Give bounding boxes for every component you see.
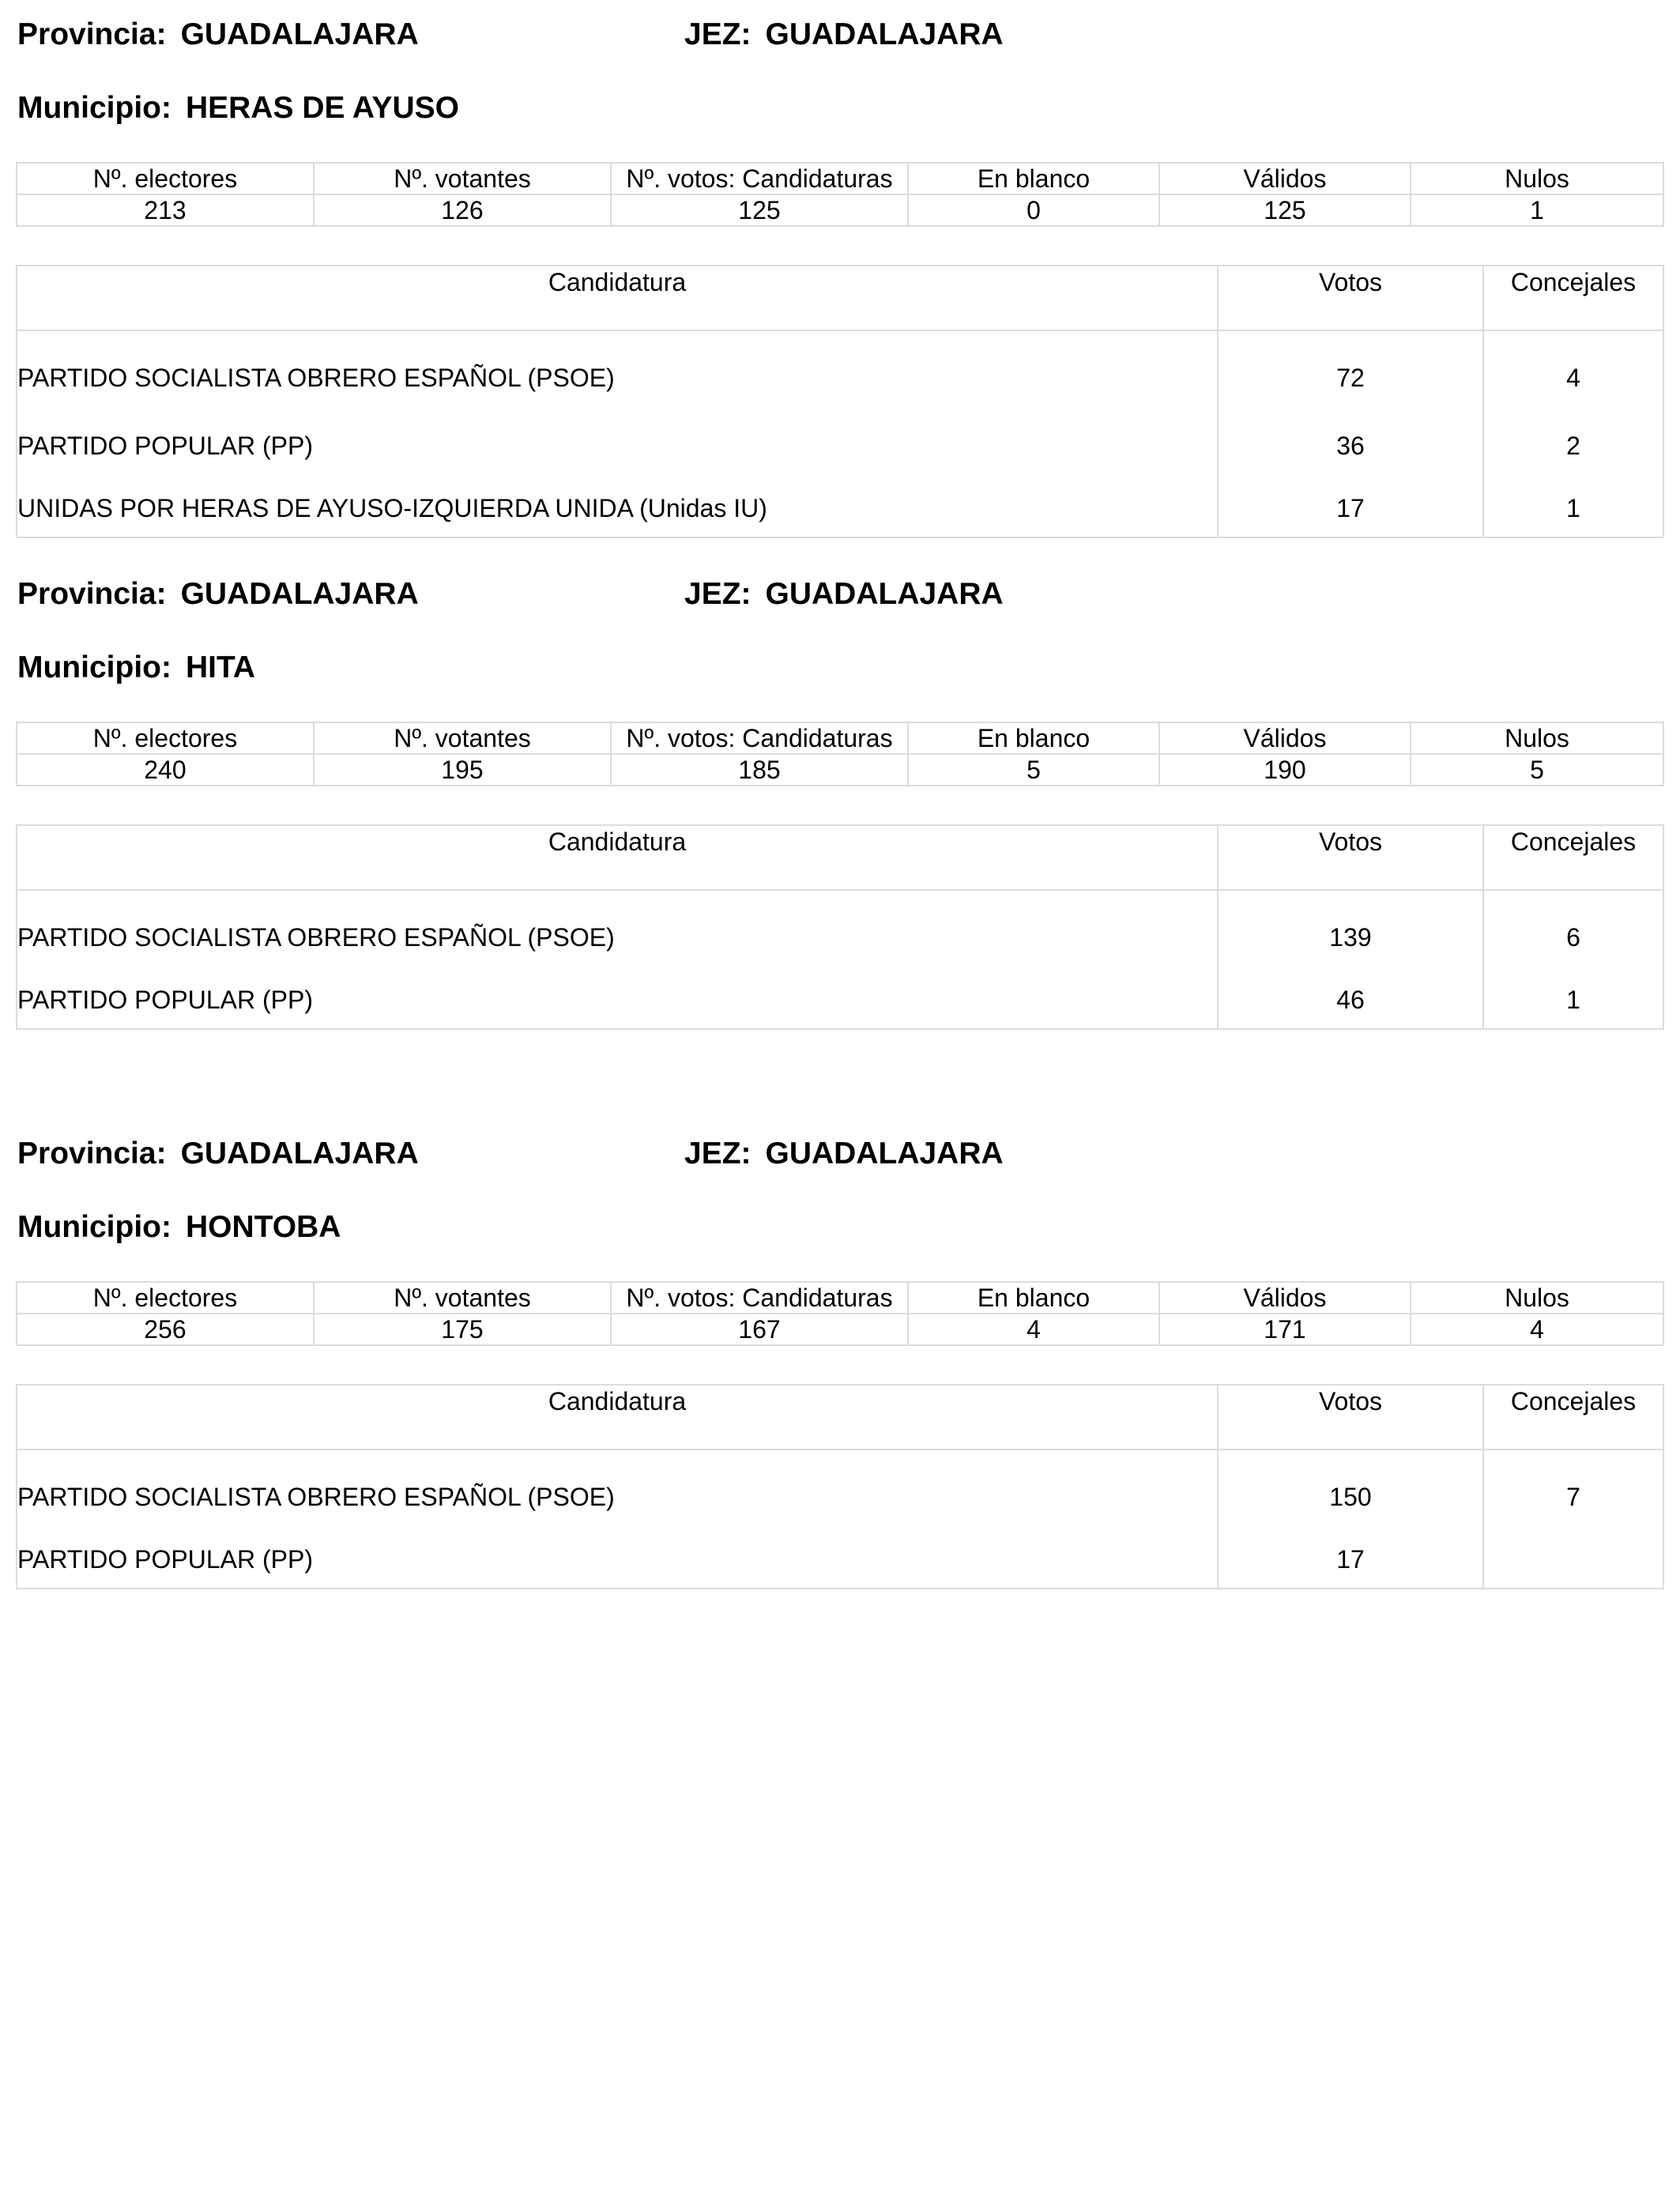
candidate-votes: 150 (1218, 1463, 1483, 1531)
jez-label: JEZ: (684, 577, 751, 611)
spacer-cell (1483, 330, 1663, 344)
candidate-name: PARTIDO SOCIALISTA OBRERO ESPAÑOL (PSOE) (17, 1463, 1218, 1531)
stats-header-cell: Nº. votantes (314, 1282, 611, 1314)
stats-value-cell: 240 (17, 754, 314, 786)
jez-header (684, 17, 1004, 52)
candidate-row (17, 480, 1663, 537)
provincia-label: Provincia: (17, 1137, 167, 1171)
candidates-header-cell: Concejales (1483, 1385, 1663, 1449)
candidate-votes: 72 (1218, 344, 1483, 412)
stats-header-row (17, 163, 1663, 194)
stats-value-cell: 167 (611, 1314, 908, 1345)
stats-header-cell: Nº. votantes (314, 722, 611, 754)
stats-header-row (17, 1282, 1663, 1314)
candidates-header-cell: Concejales (1483, 825, 1663, 890)
candidate-name: PARTIDO SOCIALISTA OBRERO ESPAÑOL (PSOE) (17, 344, 1218, 412)
stats-header-cell: Válidos (1159, 163, 1411, 194)
candidates-header-cell: Candidatura (17, 1385, 1218, 1449)
provincia-header (17, 17, 419, 52)
municipio-header (17, 91, 459, 126)
stats-value-cell: 126 (314, 194, 611, 226)
stats-value-cell: 256 (17, 1314, 314, 1345)
spacer-cell (17, 330, 1218, 344)
provincia-header (17, 1137, 419, 1171)
stats-value-cell: 190 (1159, 754, 1411, 786)
spacer-cell (17, 890, 1218, 903)
stats-value-cell: 5 (1411, 754, 1663, 786)
jez-value: GUADALAJARA (765, 17, 1004, 51)
stats-header-row (17, 722, 1663, 754)
candidates-header-cell: Votos (1218, 266, 1483, 330)
candidates-header-cell: Votos (1218, 825, 1483, 890)
candidates-header-row (17, 266, 1663, 330)
stats-value-row (17, 754, 1663, 786)
municipality-section (0, 560, 1680, 1050)
candidate-votes: 139 (1218, 903, 1483, 971)
jez-header (684, 577, 1004, 612)
candidate-concejales: 4 (1483, 344, 1663, 412)
municipality-section (0, 1119, 1680, 1609)
municipio-value: HONTOBA (185, 1210, 341, 1244)
stats-header-cell: Válidos (1159, 1282, 1411, 1314)
municipio-label: Municipio: (17, 650, 171, 684)
provincia-value: GUADALAJARA (180, 577, 419, 611)
stats-value-cell: 213 (17, 194, 314, 226)
candidate-concejales: 6 (1483, 903, 1663, 971)
jez-label: JEZ: (684, 17, 751, 51)
stats-value-cell: 125 (611, 194, 908, 226)
candidate-name: PARTIDO SOCIALISTA OBRERO ESPAÑOL (PSOE) (17, 903, 1218, 971)
stats-header-cell: Nº. electores (17, 1282, 314, 1314)
jez-value: GUADALAJARA (765, 1137, 1004, 1171)
municipio-label: Municipio: (17, 91, 171, 125)
candidate-row (17, 903, 1663, 971)
stats-value-row (17, 194, 1663, 226)
stats-header-cell: En blanco (908, 163, 1159, 194)
jez-label: JEZ: (684, 1137, 751, 1171)
candidates-table (16, 824, 1664, 1030)
stats-value-row (17, 1314, 1663, 1345)
stats-value-cell: 5 (908, 754, 1159, 786)
stats-value-cell: 125 (1159, 194, 1411, 226)
candidate-row (17, 1463, 1663, 1531)
provincia-value: GUADALAJARA (180, 1137, 419, 1171)
candidates-header-cell: Candidatura (17, 266, 1218, 330)
candidate-name: PARTIDO POPULAR (PP) (17, 971, 1218, 1029)
candidate-votes: 46 (1218, 971, 1483, 1029)
stats-value-cell: 4 (1411, 1314, 1663, 1345)
spacer-row (17, 330, 1663, 344)
spacer-cell (1218, 1449, 1483, 1463)
stats-header-cell: Nulos (1411, 163, 1663, 194)
stats-header-cell: Nº. votantes (314, 163, 611, 194)
spacer-cell (1218, 890, 1483, 903)
candidate-row (17, 971, 1663, 1029)
candidate-concejales: 7 (1483, 1463, 1663, 1531)
stats-header-cell: En blanco (908, 722, 1159, 754)
provincia-label: Provincia: (17, 577, 167, 611)
candidates-table (16, 265, 1664, 538)
spacer-cell (1483, 1449, 1663, 1463)
stats-value-cell: 175 (314, 1314, 611, 1345)
jez-header (684, 1137, 1004, 1171)
candidate-votes: 36 (1218, 412, 1483, 480)
candidates-header-cell: Concejales (1483, 266, 1663, 330)
candidates-header-row (17, 825, 1663, 890)
candidate-concejales: 1 (1483, 971, 1663, 1029)
candidate-concejales (1483, 1531, 1663, 1589)
candidate-concejales: 2 (1483, 412, 1663, 480)
stats-header-cell: Nº. electores (17, 163, 314, 194)
stats-value-cell: 0 (908, 194, 1159, 226)
stats-value-cell: 4 (908, 1314, 1159, 1345)
municipio-header (17, 1210, 341, 1245)
provincia-value: GUADALAJARA (180, 17, 419, 51)
spacer-row (17, 1449, 1663, 1463)
municipality-section (0, 0, 1680, 522)
municipio-value: HITA (185, 650, 256, 684)
jez-value: GUADALAJARA (765, 577, 1004, 611)
spacer-cell (1218, 330, 1483, 344)
municipio-label: Municipio: (17, 1210, 171, 1244)
stats-header-cell: En blanco (908, 1282, 1159, 1314)
candidate-name: PARTIDO POPULAR (PP) (17, 1531, 1218, 1589)
provincia-header (17, 577, 419, 612)
candidate-row (17, 344, 1663, 412)
candidate-row (17, 412, 1663, 480)
candidate-name: UNIDAS POR HERAS DE AYUSO-IZQUIERDA UNIDA (Unidas IU) (17, 480, 1218, 537)
candidate-votes: 17 (1218, 480, 1483, 537)
stats-header-cell: Nulos (1411, 1282, 1663, 1314)
candidate-votes: 17 (1218, 1531, 1483, 1589)
municipio-value: HERAS DE AYUSO (185, 91, 459, 125)
stats-value-cell: 171 (1159, 1314, 1411, 1345)
candidates-header-cell: Candidatura (17, 825, 1218, 890)
spacer-cell (1483, 890, 1663, 903)
stats-table (16, 722, 1664, 786)
stats-header-cell: Nulos (1411, 722, 1663, 754)
stats-header-cell: Válidos (1159, 722, 1411, 754)
candidates-header-cell: Votos (1218, 1385, 1483, 1449)
stats-header-cell: Nº. votos: Candidaturas (611, 163, 908, 194)
candidates-table (16, 1384, 1664, 1589)
candidate-name: PARTIDO POPULAR (PP) (17, 412, 1218, 480)
stats-value-cell: 185 (611, 754, 908, 786)
spacer-row (17, 890, 1663, 903)
candidates-header-row (17, 1385, 1663, 1449)
stats-table (16, 1281, 1664, 1346)
stats-table (16, 162, 1664, 227)
spacer-cell (17, 1449, 1218, 1463)
stats-value-cell: 1 (1411, 194, 1663, 226)
stats-header-cell: Nº. electores (17, 722, 314, 754)
provincia-label: Provincia: (17, 17, 167, 51)
stats-header-cell: Nº. votos: Candidaturas (611, 722, 908, 754)
candidate-concejales: 1 (1483, 480, 1663, 537)
candidate-row (17, 1531, 1663, 1589)
stats-value-cell: 195 (314, 754, 611, 786)
municipio-header (17, 650, 255, 685)
stats-header-cell: Nº. votos: Candidaturas (611, 1282, 908, 1314)
